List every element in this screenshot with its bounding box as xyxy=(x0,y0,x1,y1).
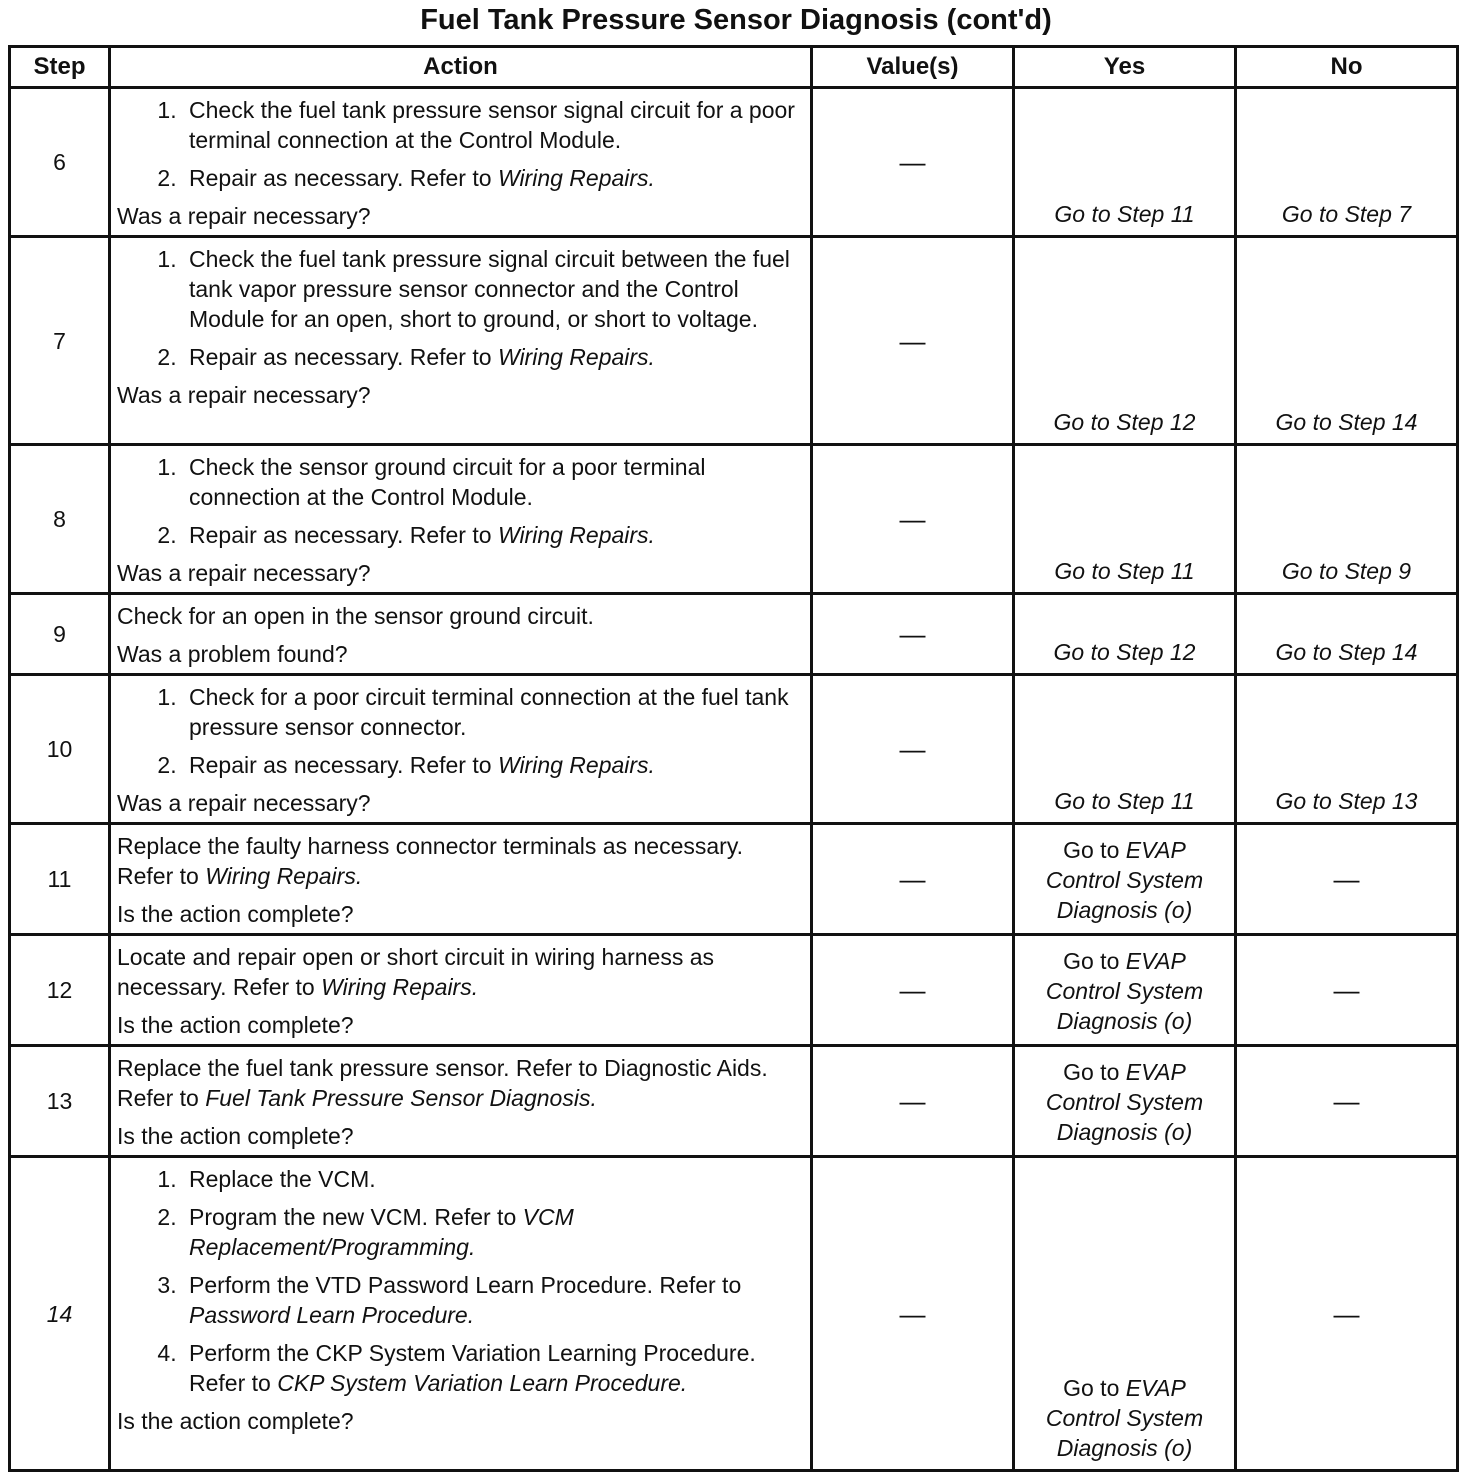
no-cell: Go to Step 14 xyxy=(1236,237,1458,445)
table-row xyxy=(10,88,1458,237)
action-cell xyxy=(110,1046,812,1157)
value-cell: — xyxy=(812,88,1014,237)
header-yes: Yes xyxy=(1014,47,1236,88)
yes-cell: Go to EVAP Control System Diagnosis (o) xyxy=(1014,1157,1236,1471)
action-item: 1. Replace the VCM. xyxy=(183,1164,804,1194)
action-cell xyxy=(110,935,812,1046)
yes-cell: Go to EVAP Control System Diagnosis (o) xyxy=(1014,824,1236,935)
table-row xyxy=(10,824,1458,935)
yes-cell: Go to EVAP Control System Diagnosis (o) xyxy=(1014,1046,1236,1157)
action-item: 2. Program the new VCM. Refer to VCM Replacement/Programming. xyxy=(183,1202,804,1262)
step-number: 11 xyxy=(10,824,110,935)
action-item: 1. Check the sensor ground circuit for a poor terminal connection at the Control Module. xyxy=(183,452,804,512)
header-step: Step xyxy=(10,47,110,88)
action-item: 2. Repair as necessary. Refer to Wiring Repairs. xyxy=(183,750,804,780)
action-cell xyxy=(110,88,812,237)
step-number: 7 xyxy=(10,237,110,445)
action-text: Locate and repair open or short circuit in wiring harness as necessary. Refer to Wiring Repairs. xyxy=(117,944,715,1000)
value-cell: — xyxy=(812,445,1014,594)
question: Was a repair necessary? xyxy=(117,203,371,229)
yes-cell: Go to Step 12 xyxy=(1014,594,1236,675)
action-text: Replace the fuel tank pressure sensor. Refer to Diagnostic Aids. Refer to Fuel Tank Pressure Sensor Diagnosis. xyxy=(117,1055,768,1111)
page-title: Fuel Tank Pressure Sensor Diagnosis (cont'd) xyxy=(420,4,1052,36)
no-cell: — xyxy=(1236,1157,1458,1471)
action-cell xyxy=(110,1157,812,1471)
step-number: 13 xyxy=(10,1046,110,1157)
reference-link: CKP System Variation Learn Procedure. xyxy=(277,1370,688,1396)
reference-link: Wiring Repairs. xyxy=(497,344,655,370)
step-number: 9 xyxy=(10,594,110,675)
action-item: 1. Check the fuel tank pressure signal circuit between the fuel tank vapor pressure sensor connector and the Control Module for an open, short to ground, or short to voltage. xyxy=(183,244,804,334)
yes-cell: Go to Step 11 xyxy=(1014,88,1236,237)
question: Was a repair necessary? xyxy=(117,560,371,586)
table-row xyxy=(10,1157,1458,1471)
value-cell: — xyxy=(812,675,1014,824)
step-number: 6 xyxy=(10,88,110,237)
table-row xyxy=(10,1046,1458,1157)
value-cell: — xyxy=(812,824,1014,935)
action-item: 3. Perform the VTD Password Learn Procedure. Refer to Password Learn Procedure. xyxy=(183,1270,804,1330)
action-item: 2. Repair as necessary. Refer to Wiring Repairs. xyxy=(183,520,804,550)
action-item: 2. Repair as necessary. Refer to Wiring Repairs. xyxy=(183,163,804,193)
value-cell: — xyxy=(812,1046,1014,1157)
yes-cell: Go to Step 11 xyxy=(1014,445,1236,594)
reference-link: Wiring Repairs. xyxy=(497,165,655,191)
value-cell: — xyxy=(812,594,1014,675)
yes-cell: Go to Step 12 xyxy=(1014,237,1236,445)
reference-link: Wiring Repairs. xyxy=(205,863,363,889)
no-cell: — xyxy=(1236,1046,1458,1157)
question: Is the action complete? xyxy=(117,901,354,927)
action-item: 2. Repair as necessary. Refer to Wiring Repairs. xyxy=(183,342,804,372)
no-cell: Go to Step 14 xyxy=(1236,594,1458,675)
no-cell: — xyxy=(1236,824,1458,935)
reference-link: Wiring Repairs. xyxy=(497,752,655,778)
header-action: Action xyxy=(110,47,812,88)
action-cell xyxy=(110,445,812,594)
no-cell: Go to Step 13 xyxy=(1236,675,1458,824)
action-item: 4. Perform the CKP System Variation Learning Procedure. Refer to CKP System Variation Learn Procedure. xyxy=(183,1338,804,1398)
value-cell: — xyxy=(812,1157,1014,1471)
step-number: 12 xyxy=(10,935,110,1046)
reference-link: Fuel Tank Pressure Sensor Diagnosis. xyxy=(205,1085,597,1111)
step-number: 14 xyxy=(10,1157,110,1471)
table-row xyxy=(10,675,1458,824)
question: Was a repair necessary? xyxy=(117,790,371,816)
diagnosis-table xyxy=(8,45,1459,1472)
yes-cell: Go to Step 11 xyxy=(1014,675,1236,824)
action-text: Check for an open in the sensor ground circuit. xyxy=(117,603,594,629)
reference-link: Wiring Repairs. xyxy=(321,974,479,1000)
no-cell: — xyxy=(1236,935,1458,1046)
no-cell: Go to Step 9 xyxy=(1236,445,1458,594)
no-cell: Go to Step 7 xyxy=(1236,88,1458,237)
header-value: Value(s) xyxy=(812,47,1014,88)
action-cell xyxy=(110,594,812,675)
action-item: 1. Check the fuel tank pressure sensor signal circuit for a poor terminal connection at the Control Module. xyxy=(183,95,804,155)
action-cell xyxy=(110,675,812,824)
table-row xyxy=(10,594,1458,675)
question: Is the action complete? xyxy=(117,1123,354,1149)
question: Is the action complete? xyxy=(117,1012,354,1038)
step-number: 10 xyxy=(10,675,110,824)
table-row xyxy=(10,237,1458,445)
table-row xyxy=(10,935,1458,1046)
step-number: 8 xyxy=(10,445,110,594)
value-cell: — xyxy=(812,237,1014,445)
yes-cell: Go to EVAP Control System Diagnosis (o) xyxy=(1014,935,1236,1046)
reference-link: Wiring Repairs. xyxy=(497,522,655,548)
question: Was a problem found? xyxy=(117,641,348,667)
action-text: Replace the faulty harness connector terminals as necessary. Refer to Wiring Repairs. xyxy=(117,833,743,889)
value-cell: — xyxy=(812,935,1014,1046)
reference-link: VCM Replacement/Programming. xyxy=(189,1204,574,1260)
action-cell xyxy=(110,824,812,935)
action-item: 1. Check for a poor circuit terminal connection at the fuel tank pressure sensor connector. xyxy=(183,682,804,742)
question: Is the action complete? xyxy=(117,1408,354,1434)
header-row xyxy=(10,47,1458,88)
reference-link: Password Learn Procedure. xyxy=(189,1302,475,1328)
header-no: No xyxy=(1236,47,1458,88)
question: Was a repair necessary? xyxy=(117,382,371,408)
action-cell xyxy=(110,237,812,445)
table-row xyxy=(10,445,1458,594)
